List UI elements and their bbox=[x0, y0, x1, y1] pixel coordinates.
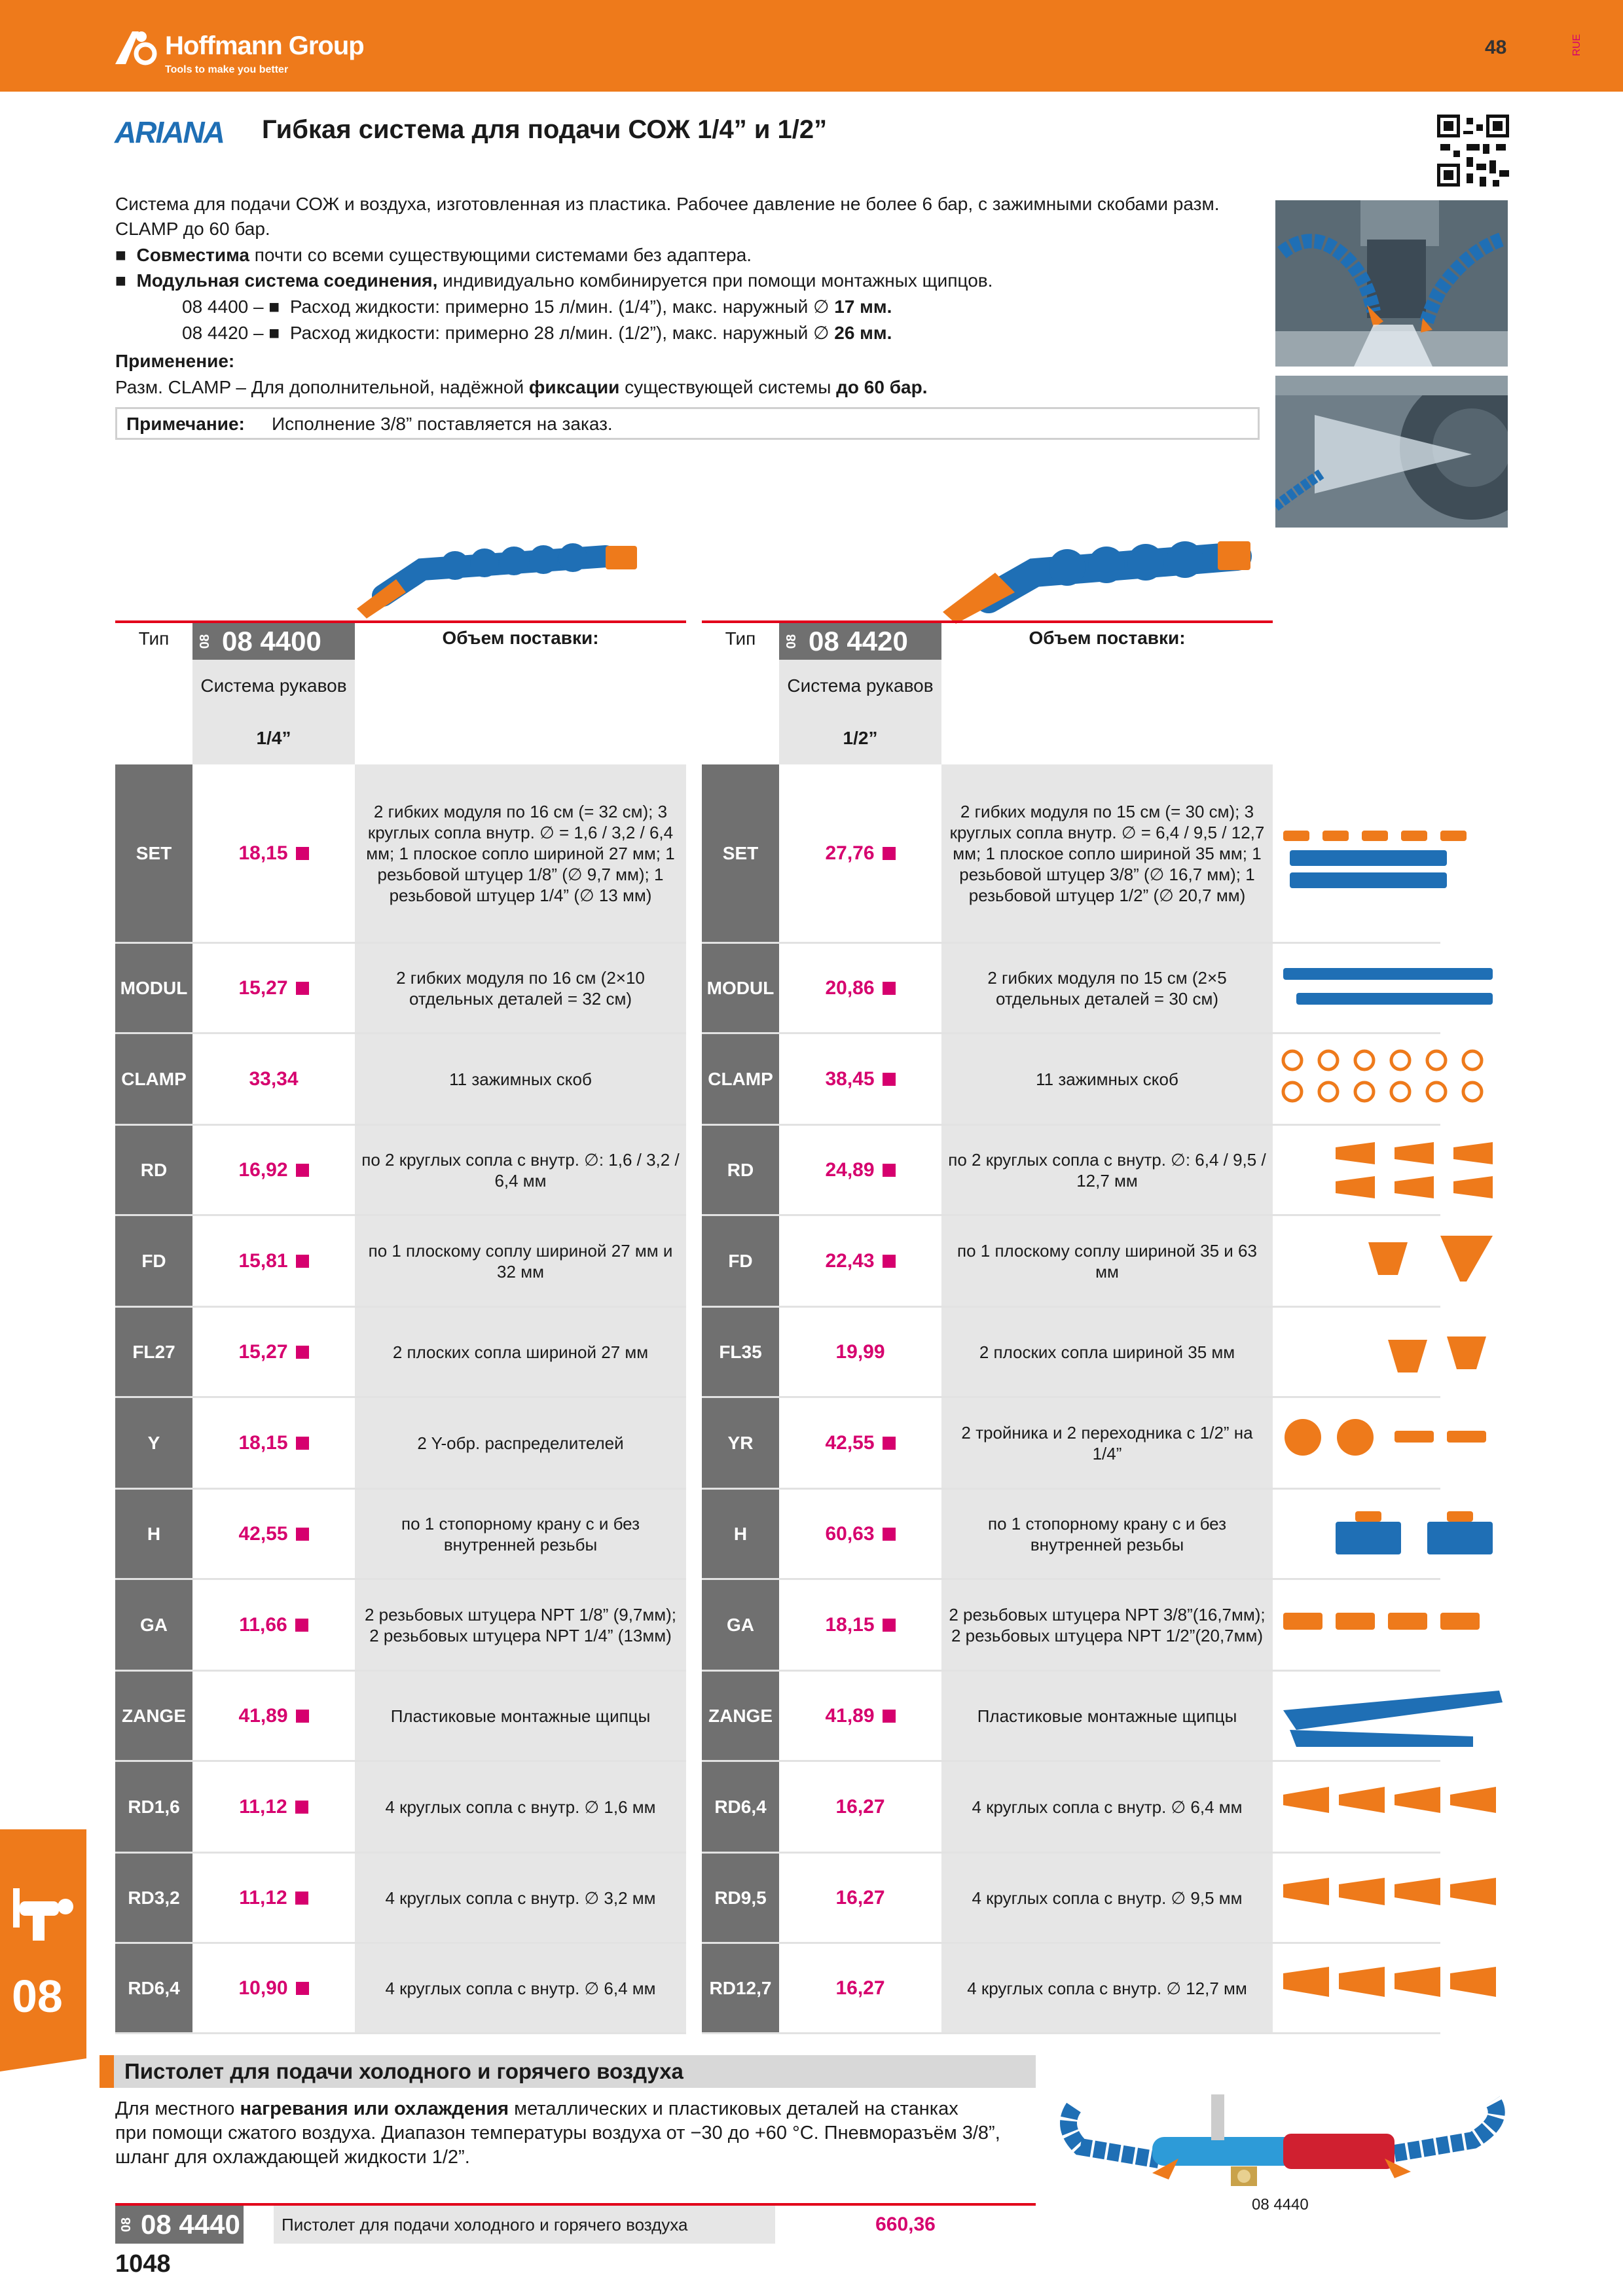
price-cell bbox=[192, 1854, 355, 1942]
type-code[interactable]: CLAMP bbox=[121, 1068, 187, 1089]
scope-text: 4 круглых сопла с внутр. ∅ 12,7 мм bbox=[967, 1978, 1247, 1998]
scope-cell bbox=[355, 1398, 686, 1488]
price-cell bbox=[779, 1126, 941, 1214]
in-stock-icon bbox=[295, 1801, 308, 1814]
system-header bbox=[192, 660, 355, 764]
price-cell bbox=[192, 1944, 355, 2032]
scope-cell bbox=[941, 1490, 1273, 1578]
type-code[interactable]: SET bbox=[722, 842, 759, 863]
price-value: 42,55 bbox=[238, 1522, 288, 1545]
in-stock-icon bbox=[296, 1528, 309, 1541]
note-text: Исполнение 3/8” поставляется на заказ. bbox=[272, 414, 613, 434]
type-code[interactable]: RD1,6 bbox=[128, 1796, 180, 1817]
bullet-modular-bold: Модульная система соединения, bbox=[136, 270, 438, 291]
type-cell bbox=[702, 1762, 779, 1852]
air-gun-price-cell bbox=[775, 2206, 1036, 2244]
air-gun-image bbox=[1054, 2068, 1512, 2193]
price-value: 60,63 bbox=[825, 1522, 875, 1545]
price-cell bbox=[779, 1398, 941, 1488]
air-gun-desc-1 bbox=[115, 2097, 958, 2121]
type-code[interactable]: GA bbox=[140, 1614, 168, 1635]
price-value: 10,90 bbox=[238, 1977, 288, 1999]
scope-cell bbox=[941, 1034, 1273, 1124]
nozzles-6-4-icon bbox=[1277, 1765, 1506, 1850]
note-label: Примечание: bbox=[126, 414, 245, 434]
type-code[interactable]: RD6,4 bbox=[714, 1796, 767, 1817]
price-value: 20,86 bbox=[825, 977, 875, 999]
type-code[interactable]: FL27 bbox=[132, 1341, 175, 1362]
type-cell bbox=[702, 1126, 779, 1214]
type-code[interactable]: ZANGE bbox=[122, 1705, 186, 1726]
in-stock-icon bbox=[296, 847, 309, 860]
price-cell bbox=[779, 1216, 941, 1306]
type-cell bbox=[702, 1580, 779, 1670]
price-cell bbox=[192, 1216, 355, 1306]
in-stock-icon bbox=[883, 1255, 896, 1268]
type-code[interactable]: FD bbox=[728, 1250, 753, 1271]
scope-text: по 1 плоскому соплу шириной 35 и 63 мм bbox=[957, 1240, 1257, 1282]
bullet-modular bbox=[115, 268, 993, 293]
type-cell bbox=[702, 1672, 779, 1760]
bullet-compatible-text: почти со всеми существующими системами без адаптера. bbox=[249, 245, 752, 265]
type-cell bbox=[115, 944, 192, 1032]
bullet-compatible bbox=[115, 243, 752, 268]
price-cell bbox=[779, 1944, 941, 2032]
article-number[interactable]: 08 4400 bbox=[222, 626, 321, 656]
spec-084420 bbox=[182, 321, 892, 346]
footer-page-number: 1048 bbox=[115, 2250, 171, 2278]
price-value: 27,76 bbox=[825, 842, 875, 864]
type-code[interactable]: GA bbox=[727, 1614, 754, 1635]
spec-text: Расход жидкости: примерно 15 л/мин. (1/4”), макс. наружный ∅ bbox=[289, 296, 835, 317]
tee-adapters-icon bbox=[1277, 1401, 1506, 1486]
scope-text: 11 зажимных скоб bbox=[1036, 1069, 1178, 1089]
scope-text: по 1 плоскому соплу шириной 27 мм и 32 мм bbox=[368, 1240, 673, 1282]
in-stock-icon bbox=[883, 1073, 896, 1086]
price-value: 15,27 bbox=[238, 1340, 288, 1363]
type-cell bbox=[115, 1944, 192, 2032]
type-cell bbox=[115, 764, 192, 942]
type-code[interactable]: RD12,7 bbox=[709, 1977, 772, 1998]
section-code: 08 bbox=[198, 634, 212, 649]
type-cell bbox=[115, 1398, 192, 1488]
system-size: 1/2” bbox=[843, 728, 878, 748]
air-gun-image-caption: 08 4440 bbox=[1252, 2196, 1309, 2214]
type-cell bbox=[115, 1672, 192, 1760]
application-text-d: до 60 бар. bbox=[836, 377, 928, 397]
in-stock-icon bbox=[883, 1710, 896, 1723]
price-value: 16,27 bbox=[835, 1886, 885, 1909]
scope-cell bbox=[941, 944, 1273, 1032]
air-gun-desc-1c: металлических и пластиковых деталей на станках bbox=[509, 2098, 958, 2119]
type-code[interactable]: RD3,2 bbox=[128, 1887, 180, 1908]
type-header bbox=[115, 626, 192, 652]
price-cell bbox=[779, 764, 941, 942]
price-cell bbox=[779, 1490, 941, 1578]
price-value: 19,99 bbox=[835, 1340, 885, 1363]
scope-cell bbox=[355, 1308, 686, 1396]
article-header bbox=[192, 623, 355, 660]
type-cell bbox=[702, 1944, 779, 2032]
flat-nozzles-35-icon bbox=[1277, 1311, 1506, 1395]
type-code[interactable]: RD bbox=[727, 1159, 754, 1180]
price-cell bbox=[192, 1762, 355, 1852]
price-cell bbox=[779, 1580, 941, 1670]
price-value: 15,81 bbox=[238, 1249, 288, 1272]
row-divider bbox=[115, 2032, 686, 2034]
type-cell bbox=[115, 1308, 192, 1396]
bullet-square-icon: ■ bbox=[115, 245, 137, 265]
spec-text: Расход жидкости: примерно 28 л/мин. (1/2”), макс. наружный ∅ bbox=[289, 323, 835, 343]
in-stock-icon bbox=[883, 1528, 896, 1541]
shutoff-valves-icon bbox=[1277, 1493, 1506, 1577]
price-value: 22,43 bbox=[825, 1249, 875, 1272]
price-cell bbox=[192, 1308, 355, 1396]
price-cell bbox=[779, 944, 941, 1032]
scope-cell bbox=[355, 1490, 686, 1578]
price-cell bbox=[779, 1762, 941, 1852]
scope-cell bbox=[355, 764, 686, 942]
section-code: 08 bbox=[119, 2217, 134, 2233]
scope-header bbox=[355, 623, 686, 653]
modul-hoses-icon bbox=[1277, 947, 1506, 1031]
scope-text: 2 Y-обр. распределителей bbox=[417, 1433, 624, 1453]
price-value: 42,55 bbox=[825, 1431, 875, 1454]
price-value: 24,89 bbox=[825, 1158, 875, 1181]
clamps-icon bbox=[1277, 1037, 1506, 1122]
type-cell bbox=[115, 1126, 192, 1214]
language-code: RUE bbox=[1571, 34, 1582, 56]
scope-text: 2 гибких модуля по 15 см (2×5 отдельных деталей = 30 см) bbox=[987, 967, 1227, 1009]
type-code[interactable]: RD9,5 bbox=[714, 1887, 767, 1908]
price-cell bbox=[192, 1580, 355, 1670]
scope-text: 2 плоских сопла шириной 35 мм bbox=[979, 1342, 1235, 1362]
application-text-b: фиксации bbox=[528, 377, 620, 397]
type-code[interactable]: MODUL bbox=[706, 977, 775, 998]
threaded-fittings-icon bbox=[1277, 1583, 1506, 1668]
scope-text: Пластиковые монтажные щипцы bbox=[977, 1706, 1237, 1726]
scope-text: Пластиковые монтажные щипцы bbox=[390, 1706, 651, 1726]
scope-cell bbox=[941, 1398, 1273, 1488]
spec-084400 bbox=[182, 295, 892, 319]
scope-text: 2 гибких модуля по 16 см (2×10 отдельных деталей = 32 см) bbox=[396, 967, 645, 1009]
round-nozzles-icon bbox=[1277, 1129, 1506, 1213]
scope-text: 4 круглых сопла с внутр. ∅ 1,6 мм bbox=[385, 1797, 656, 1817]
intro-line-1: Система для подачи СОЖ и воздуха, изготовленная из пластика. Рабочее давление не более 6 бар, с зажимными скобами разм. bbox=[115, 194, 1220, 214]
type-code[interactable]: H bbox=[147, 1523, 161, 1544]
scope-cell bbox=[355, 1126, 686, 1214]
application-heading: Применение: bbox=[115, 351, 235, 371]
in-stock-icon bbox=[295, 1619, 308, 1632]
coolant-photo bbox=[1275, 376, 1508, 528]
scope-text: по 2 круглых сопла с внутр. ∅: 6,4 / 9,5 / 12,7 мм bbox=[948, 1149, 1266, 1191]
scope-cell bbox=[941, 1216, 1273, 1306]
in-stock-icon bbox=[296, 1164, 309, 1177]
intro-line-2: CLAMP до 60 бар. bbox=[115, 219, 270, 239]
price-value: 16,92 bbox=[238, 1158, 288, 1181]
type-cell bbox=[702, 1398, 779, 1488]
price-value: 15,27 bbox=[238, 977, 288, 999]
type-cell bbox=[702, 764, 779, 942]
scope-text: по 1 стопорному крану с и без внутренней резьбы bbox=[988, 1513, 1226, 1554]
hoffmann-logo-icon bbox=[113, 27, 158, 67]
bullet-compatible-bold: Совместима bbox=[136, 245, 249, 265]
scope-text: 2 гибких модуля по 15 см (= 30 см); 3 круглых сопла внутр. ∅ = 6,4 / 9,5 / 12,7 мм; 1 плоское сопло шириной 35 мм; 1 резьбовой штуцер 3/8” (∅ 16,7 мм); 1 резьбовой штуцер 1/2” (∅ 20,7 мм) bbox=[949, 801, 1265, 905]
scope-cell bbox=[941, 1854, 1273, 1942]
type-cell bbox=[702, 1216, 779, 1306]
type-header bbox=[702, 626, 779, 652]
article-number[interactable]: 08 4420 bbox=[809, 626, 908, 656]
type-code[interactable]: CLAMP bbox=[708, 1068, 773, 1089]
system-label: Система рукавов bbox=[200, 675, 347, 696]
in-stock-icon bbox=[296, 1437, 309, 1450]
air-gun-name: Пистолет для подачи холодного и горячего воздуха bbox=[282, 2214, 688, 2234]
type-cell bbox=[702, 944, 779, 1032]
type-code[interactable]: H bbox=[733, 1523, 748, 1544]
type-cell bbox=[115, 1762, 192, 1852]
assembly-pliers-icon bbox=[1277, 1675, 1506, 1759]
scope-text: по 2 круглых сопла с внутр. ∅: 1,6 / 3,2 / 6,4 мм bbox=[361, 1149, 680, 1191]
price-cell bbox=[779, 1854, 941, 1942]
type-header-label: Тип bbox=[138, 628, 170, 649]
type-code[interactable]: FD bbox=[141, 1250, 166, 1271]
bullet-square-icon: ■ bbox=[268, 323, 290, 343]
price-value: 18,15 bbox=[238, 842, 288, 864]
price-value: 11,12 bbox=[239, 1886, 287, 1909]
type-code[interactable]: FL35 bbox=[719, 1341, 762, 1362]
scope-text: 4 круглых сопла с внутр. ∅ 6,4 мм bbox=[385, 1978, 656, 1998]
price-cell bbox=[779, 1308, 941, 1396]
hoffmann-logo[interactable] bbox=[113, 20, 401, 79]
type-header-label: Тип bbox=[725, 628, 756, 649]
type-code[interactable]: ZANGE bbox=[708, 1705, 773, 1726]
in-stock-icon bbox=[296, 982, 309, 995]
nozzles-12-7-icon bbox=[1277, 1947, 1506, 2031]
type-cell bbox=[115, 1580, 192, 1670]
heading-accent bbox=[100, 2055, 114, 2088]
price-value: 33,34 bbox=[249, 1067, 299, 1090]
set-parts-icon bbox=[1277, 768, 1506, 941]
scope-header-label: Объем поставки: bbox=[442, 628, 599, 648]
row-divider bbox=[702, 2032, 1440, 2034]
price-value: 41,89 bbox=[238, 1704, 288, 1727]
price-value: 11,66 bbox=[239, 1613, 287, 1636]
in-stock-icon bbox=[883, 1437, 896, 1450]
air-gun-price: 660,36 bbox=[875, 2214, 936, 2235]
qr-code-icon[interactable] bbox=[1437, 115, 1509, 187]
scope-text: 4 круглых сопла с внутр. ∅ 6,4 мм bbox=[972, 1797, 1243, 1817]
system-header bbox=[779, 660, 941, 764]
bullet-square-icon: ■ bbox=[268, 296, 290, 317]
system-size: 1/4” bbox=[256, 728, 291, 748]
nozzles-9-5-icon bbox=[1277, 1857, 1506, 1941]
type-code[interactable]: RD6,4 bbox=[128, 1977, 180, 1998]
air-gun-desc-3: шланг для охлаждающей жидкости 1/2”. bbox=[115, 2147, 470, 2168]
bullet-square-icon: ■ bbox=[115, 270, 137, 291]
application-text bbox=[115, 375, 927, 400]
spec-bold: 26 мм. bbox=[834, 323, 892, 343]
scope-header bbox=[941, 623, 1273, 653]
chapter-tab[interactable] bbox=[0, 1829, 86, 2072]
price-value: 16,27 bbox=[835, 1977, 885, 1999]
scope-cell bbox=[941, 1944, 1273, 2032]
brand-name: Hoffmann Group bbox=[165, 31, 364, 60]
flat-nozzles-icon bbox=[1277, 1219, 1506, 1304]
ariana-logo: ARIANA bbox=[115, 115, 224, 149]
scope-text: 2 тройника и 2 переходника с 1/2” на 1/4” bbox=[961, 1422, 1253, 1463]
hose-84400-image bbox=[344, 524, 697, 622]
article-header bbox=[779, 623, 941, 660]
catalog-page-number: 48 bbox=[1485, 37, 1507, 58]
scope-cell bbox=[355, 1762, 686, 1852]
air-gun-desc-1b: нагревания или охлаждения bbox=[240, 2098, 509, 2119]
scope-cell bbox=[941, 1762, 1273, 1852]
scope-cell bbox=[355, 1672, 686, 1760]
price-value: 18,15 bbox=[825, 1613, 875, 1636]
type-cell bbox=[115, 1490, 192, 1578]
scope-text: по 1 стопорному крану с и без внутренней резьбы bbox=[401, 1513, 640, 1554]
type-cell bbox=[702, 1854, 779, 1942]
bullet-modular-text: индивидуально комбинируется при помощи монтажных щипцов. bbox=[437, 270, 993, 291]
scope-text: 4 круглых сопла с внутр. ∅ 9,5 мм bbox=[972, 1888, 1243, 1908]
in-stock-icon bbox=[296, 1346, 309, 1359]
air-gun-article-number[interactable]: 08 4440 bbox=[141, 2209, 240, 2240]
air-gun-name-cell bbox=[274, 2206, 775, 2244]
type-code[interactable]: RD bbox=[140, 1159, 168, 1180]
price-value: 16,27 bbox=[835, 1795, 885, 1818]
brand-tagline: Tools to make you better bbox=[165, 64, 289, 75]
price-cell bbox=[192, 1398, 355, 1488]
in-stock-icon bbox=[883, 1619, 896, 1632]
scope-text: 4 круглых сопла с внутр. ∅ 3,2 мм bbox=[385, 1888, 656, 1908]
chapter-number: 08 bbox=[12, 1971, 63, 2022]
type-cell bbox=[115, 1216, 192, 1306]
air-gun-heading-bar bbox=[100, 2055, 1036, 2088]
hose-84420-image bbox=[936, 527, 1277, 625]
in-stock-icon bbox=[295, 1892, 308, 1905]
scope-cell bbox=[355, 1216, 686, 1306]
type-code[interactable]: SET bbox=[136, 842, 172, 863]
scope-cell bbox=[355, 1580, 686, 1670]
price-cell bbox=[192, 1034, 355, 1124]
type-code[interactable]: MODUL bbox=[120, 977, 188, 998]
scope-cell bbox=[941, 1126, 1273, 1214]
in-stock-icon bbox=[296, 1982, 309, 1995]
price-cell bbox=[192, 944, 355, 1032]
type-cell bbox=[702, 1034, 779, 1124]
in-stock-icon bbox=[883, 847, 896, 860]
spec-code: 08 4420 – bbox=[182, 323, 264, 343]
scope-text: 2 плоских сопла шириной 27 мм bbox=[392, 1342, 649, 1362]
type-cell bbox=[702, 1490, 779, 1578]
price-cell bbox=[192, 1672, 355, 1760]
scope-cell bbox=[355, 1034, 686, 1124]
scope-text: 2 гибких модуля по 16 см (= 32 см); 3 круглых сопла внутр. ∅ = 1,6 / 3,2 / 6,4 мм; 1 плоское сопло шириной 27 мм; 1 резьбовой штуцер 1/8” (∅ 9,7 мм); 1 резьбовой штуцер 1/4” (∅ 13 мм) bbox=[366, 801, 675, 905]
spec-code: 08 4400 – bbox=[182, 296, 264, 317]
type-cell bbox=[702, 1308, 779, 1396]
price-value: 11,12 bbox=[239, 1795, 287, 1818]
section-code: 08 bbox=[784, 634, 799, 649]
scope-cell bbox=[941, 764, 1273, 942]
system-label: Система рукавов bbox=[787, 675, 934, 696]
price-cell bbox=[192, 1490, 355, 1578]
scope-text: 2 резьбовых штуцера NPT 3/8”(16,7мм); 2 резьбовых штуцера NPT 1/2”(20,7мм) bbox=[949, 1604, 1266, 1645]
air-gun-article-cell bbox=[115, 2206, 244, 2244]
type-code[interactable]: Y bbox=[147, 1432, 160, 1453]
scope-cell bbox=[941, 1580, 1273, 1670]
scope-cell bbox=[941, 1672, 1273, 1760]
note-box bbox=[115, 407, 1260, 440]
price-cell bbox=[192, 764, 355, 942]
price-cell bbox=[192, 1126, 355, 1214]
type-cell bbox=[115, 1854, 192, 1942]
scope-cell bbox=[941, 1308, 1273, 1396]
in-stock-icon bbox=[883, 982, 896, 995]
spec-bold: 17 мм. bbox=[834, 296, 892, 317]
machining-photo bbox=[1275, 200, 1508, 367]
air-gun-article-row bbox=[115, 2203, 1036, 2244]
price-value: 18,15 bbox=[238, 1431, 288, 1454]
scope-text: 2 резьбовых штуцера NPT 1/8” (9,7мм); 2 резьбовых штуцера NPT 1/4” (13мм) bbox=[364, 1604, 677, 1645]
price-cell bbox=[779, 1034, 941, 1124]
type-cell bbox=[115, 1034, 192, 1124]
price-value: 41,89 bbox=[825, 1704, 875, 1727]
page-title: Гибкая система для подачи СОЖ 1/4” и 1/2” bbox=[262, 115, 828, 144]
price-value: 38,45 bbox=[825, 1067, 875, 1090]
air-gun-desc-2: при помощи сжатого воздуха. Диапазон температуры воздуха от −30 до +60 °C. Пневморазъём 3/8”, bbox=[115, 2123, 1000, 2144]
application-text-a: Разм. CLAMP – Для дополнительной, надёжной bbox=[115, 377, 529, 397]
scope-header-label: Объем поставки: bbox=[1029, 628, 1186, 648]
type-code[interactable]: YR bbox=[727, 1432, 754, 1453]
in-stock-icon bbox=[296, 1710, 309, 1723]
scope-cell bbox=[355, 1944, 686, 2032]
scope-text: 11 зажимных скоб bbox=[449, 1069, 592, 1089]
in-stock-icon bbox=[883, 1164, 896, 1177]
air-gun-desc-1a: Для местного bbox=[115, 2098, 240, 2119]
application-text-c: существующей системы bbox=[619, 377, 837, 397]
scope-cell bbox=[355, 1854, 686, 1942]
price-cell bbox=[779, 1672, 941, 1760]
air-gun-heading: Пистолет для подачи холодного и горячего воздуха bbox=[124, 2059, 684, 2083]
scope-cell bbox=[355, 944, 686, 1032]
in-stock-icon bbox=[296, 1255, 309, 1268]
